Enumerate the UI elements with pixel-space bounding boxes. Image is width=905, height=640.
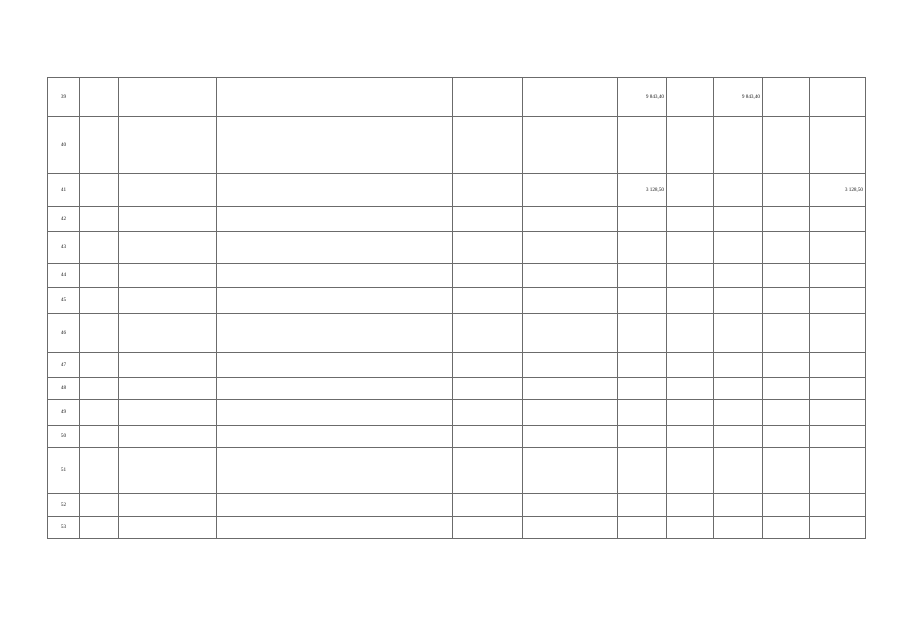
cell-name [119, 353, 217, 378]
cell-amount-b [714, 232, 763, 264]
table-row [48, 448, 866, 494]
cell-amount-d [810, 448, 866, 494]
table-row [48, 426, 866, 448]
cell-amount-c [763, 174, 810, 207]
cell-amount-c [763, 78, 810, 117]
cell-amount-total [618, 400, 667, 426]
cell-amount-d [810, 264, 866, 288]
cell-amount-b [714, 264, 763, 288]
cell-num: 44 [48, 264, 80, 288]
cell-amount-b [714, 378, 763, 400]
cell-amount-a [667, 494, 714, 517]
cell-amount-b: 9 843,40 [714, 78, 763, 117]
cell-amount-d [810, 117, 866, 174]
cell-description [217, 288, 453, 314]
cell-amount-d [810, 314, 866, 353]
cell-amount-c [763, 448, 810, 494]
cell-name [119, 207, 217, 232]
cell-amount-total [618, 314, 667, 353]
cell-code [80, 288, 119, 314]
cell-name [119, 378, 217, 400]
cell-description [217, 448, 453, 494]
cell-intersection [523, 78, 618, 117]
cell-code [80, 207, 119, 232]
cell-name [119, 314, 217, 353]
cell-amount-a [667, 448, 714, 494]
cell-amount-total [618, 517, 667, 539]
table-row [48, 378, 866, 400]
cell-amount-c [763, 264, 810, 288]
cell-code [80, 314, 119, 353]
table-row [48, 264, 866, 288]
cell-amount-b [714, 353, 763, 378]
cell-description [217, 517, 453, 539]
table-row [48, 288, 866, 314]
cell-name [119, 426, 217, 448]
cell-num: 52 [48, 494, 80, 517]
cell-amount-a [667, 426, 714, 448]
cell-amount-total [618, 207, 667, 232]
cell-registry-number [453, 174, 523, 207]
cell-code [80, 353, 119, 378]
cell-description [217, 232, 453, 264]
cell-amount-d [810, 517, 866, 539]
cell-name [119, 517, 217, 539]
cell-amount-d [810, 400, 866, 426]
cell-code [80, 448, 119, 494]
cell-amount-a [667, 400, 714, 426]
cell-description [217, 494, 453, 517]
cell-description [217, 400, 453, 426]
cell-code [80, 78, 119, 117]
cell-amount-c [763, 400, 810, 426]
cell-amount-c [763, 494, 810, 517]
cell-registry-number [453, 288, 523, 314]
cell-amount-d [810, 378, 866, 400]
cell-registry-number [453, 400, 523, 426]
cell-amount-d [810, 288, 866, 314]
cell-description [217, 426, 453, 448]
table-row [48, 78, 866, 117]
cell-code [80, 517, 119, 539]
cell-code [80, 426, 119, 448]
cell-amount-c [763, 207, 810, 232]
cell-amount-b [714, 426, 763, 448]
cell-amount-total [618, 117, 667, 174]
cell-amount-a [667, 378, 714, 400]
cell-intersection [523, 314, 618, 353]
cell-amount-total [618, 353, 667, 378]
table-row [48, 207, 866, 232]
cell-amount-a [667, 353, 714, 378]
cell-amount-c [763, 353, 810, 378]
cell-intersection [523, 378, 618, 400]
cell-amount-c [763, 314, 810, 353]
cell-description [217, 117, 453, 174]
cell-num: 50 [48, 426, 80, 448]
cell-amount-a [667, 288, 714, 314]
table-row [48, 174, 866, 207]
cell-registry-number [453, 448, 523, 494]
cell-intersection [523, 117, 618, 174]
cell-amount-total [618, 448, 667, 494]
cell-description [217, 174, 453, 207]
cell-amount-c [763, 117, 810, 174]
table-row [48, 314, 866, 353]
cell-amount-total [618, 378, 667, 400]
cell-description [217, 314, 453, 353]
cell-description [217, 78, 453, 117]
cell-amount-b [714, 400, 763, 426]
cell-intersection [523, 264, 618, 288]
cell-code [80, 378, 119, 400]
cell-num: 43 [48, 232, 80, 264]
cell-amount-c [763, 232, 810, 264]
cell-intersection [523, 232, 618, 264]
cell-amount-b [714, 117, 763, 174]
cell-intersection [523, 174, 618, 207]
cell-intersection [523, 207, 618, 232]
cell-intersection [523, 426, 618, 448]
cell-amount-a [667, 78, 714, 117]
cell-code [80, 494, 119, 517]
cell-amount-total [618, 426, 667, 448]
cell-amount-a [667, 207, 714, 232]
cell-intersection [523, 288, 618, 314]
cell-amount-d [810, 494, 866, 517]
cell-num: 45 [48, 288, 80, 314]
cell-code [80, 264, 119, 288]
cell-amount-c [763, 288, 810, 314]
cell-amount-total: 9 843,40 [618, 78, 667, 117]
cell-amount-b [714, 517, 763, 539]
cell-num: 47 [48, 353, 80, 378]
cell-amount-a [667, 174, 714, 207]
cell-num: 48 [48, 378, 80, 400]
cell-name [119, 174, 217, 207]
cell-registry-number [453, 232, 523, 264]
cell-num: 51 [48, 448, 80, 494]
cell-amount-d [810, 78, 866, 117]
cell-registry-number [453, 264, 523, 288]
cell-num: 53 [48, 517, 80, 539]
cell-name [119, 400, 217, 426]
cell-amount-c [763, 378, 810, 400]
table-row [48, 353, 866, 378]
cell-name [119, 448, 217, 494]
cell-code [80, 400, 119, 426]
cell-num: 46 [48, 314, 80, 353]
cell-amount-total [618, 232, 667, 264]
table-row [48, 400, 866, 426]
cell-code [80, 117, 119, 174]
table-row [48, 117, 866, 174]
cell-intersection [523, 353, 618, 378]
cell-amount-total: 3 128,50 [618, 174, 667, 207]
cell-registry-number [453, 207, 523, 232]
cell-amount-total [618, 288, 667, 314]
cell-amount-c [763, 426, 810, 448]
table-body [48, 78, 866, 539]
cell-amount-b [714, 174, 763, 207]
cell-registry-number [453, 426, 523, 448]
cell-amount-b [714, 314, 763, 353]
cell-intersection [523, 494, 618, 517]
cell-amount-total [618, 494, 667, 517]
cell-registry-number [453, 117, 523, 174]
cell-num: 39 [48, 78, 80, 117]
cell-amount-a [667, 314, 714, 353]
cell-registry-number [453, 353, 523, 378]
cell-amount-a [667, 264, 714, 288]
table-row [48, 232, 866, 264]
cell-description [217, 353, 453, 378]
cell-amount-total [618, 264, 667, 288]
cell-num: 42 [48, 207, 80, 232]
cell-amount-b [714, 207, 763, 232]
cell-intersection [523, 400, 618, 426]
cell-registry-number [453, 314, 523, 353]
cell-registry-number [453, 78, 523, 117]
cell-code [80, 232, 119, 264]
cell-description [217, 264, 453, 288]
cell-amount-d [810, 426, 866, 448]
table-row [48, 517, 866, 539]
cell-num: 49 [48, 400, 80, 426]
cell-amount-b [714, 288, 763, 314]
cell-name [119, 232, 217, 264]
cell-intersection [523, 517, 618, 539]
cell-name [119, 288, 217, 314]
cell-num: 40 [48, 117, 80, 174]
cell-registry-number [453, 494, 523, 517]
cell-registry-number [453, 378, 523, 400]
cell-amount-b [714, 448, 763, 494]
cell-registry-number [453, 517, 523, 539]
cell-amount-c [763, 517, 810, 539]
road-registry-table [47, 77, 866, 539]
cell-amount-a [667, 232, 714, 264]
cell-intersection [523, 448, 618, 494]
cell-description [217, 207, 453, 232]
cell-name [119, 117, 217, 174]
cell-amount-d [810, 353, 866, 378]
cell-name [119, 264, 217, 288]
cell-name [119, 494, 217, 517]
cell-amount-a [667, 517, 714, 539]
cell-amount-d [810, 232, 866, 264]
cell-description [217, 378, 453, 400]
cell-amount-b [714, 494, 763, 517]
cell-amount-d: 3 128,50 [810, 174, 866, 207]
cell-num: 41 [48, 174, 80, 207]
cell-code [80, 174, 119, 207]
cell-amount-a [667, 117, 714, 174]
cell-name [119, 78, 217, 117]
cell-amount-d [810, 207, 866, 232]
table-row [48, 494, 866, 517]
